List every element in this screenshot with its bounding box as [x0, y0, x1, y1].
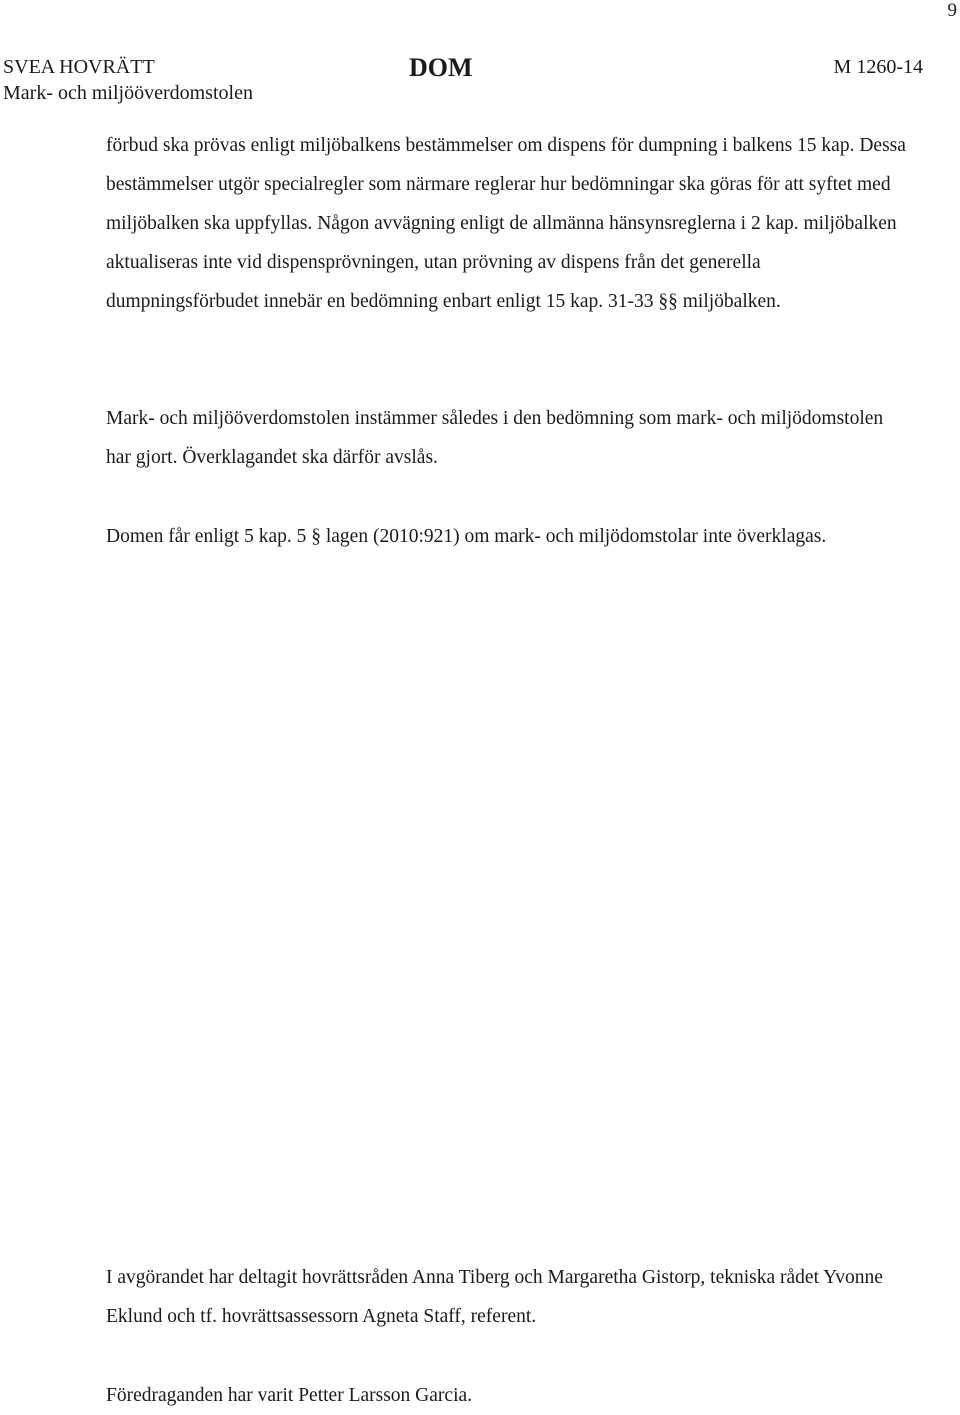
- page-number: 9: [947, 0, 957, 21]
- court-name: SVEA HOVRÄTT: [3, 56, 155, 78]
- paragraph-rapporteur: Föredraganden har varit Petter Larsson Garcia.: [106, 1385, 473, 1406]
- paragraph-conclusion: Mark- och miljööverdomstolen instämmer således i den bedömning som mark- och miljödomstolen har gjort. Överklagandet ska därför avslås.: [106, 408, 884, 468]
- paragraph-participants: I avgörandet har deltagit hovrättsråden Anna Tiberg och Margaretha Gistorp, tekniska rådet Yvonne Eklund och tf. hovrättsassessorn Agneta Staff, referent.: [106, 1267, 883, 1327]
- paragraph-appeal-notice: Domen får enligt 5 kap. 5 § lagen (2010:921) om mark- och miljödomstolar inte överklagas.: [106, 526, 827, 547]
- paragraph-dispensation: förbud ska prövas enligt miljöbalkens bestämmelser om dispens för dumpning i balkens 15 kap. Dessa bestämmelser utgör specialregler som närmare reglerar hur bedömningar ska göras för att syftet med miljöbalken ska uppfyllas. Någon avvägning enligt de allmänna hänsynsreglerna i 2 kap. miljöbalken aktualiseras inte vid dispensprövningen, utan prövning av dispens från det generella dumpningsförbudet innebär en bedömning enbart enligt 15 kap. 31-33 §§ miljöbalken.: [106, 135, 906, 312]
- document-type: DOM: [409, 53, 473, 82]
- court-division: Mark- och miljööverdomstolen: [3, 82, 253, 104]
- document-header: [3, 53, 923, 106]
- case-number: M 1260-14: [833, 56, 923, 78]
